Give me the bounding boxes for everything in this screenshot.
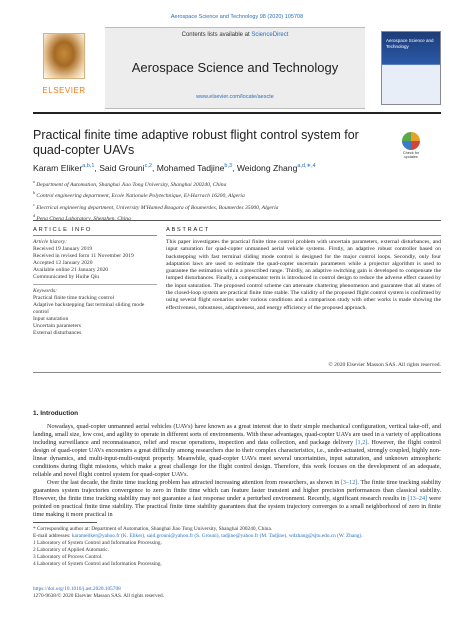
author-affiliation-marker[interactable]: c,2 [144, 163, 152, 170]
history-item: Communicated by Huihe Qiu [33, 274, 100, 280]
article-info-rule [33, 235, 157, 236]
article-info-panel [33, 239, 157, 337]
footnote-item: 3 Laboratory of Process Control. [33, 554, 103, 560]
author-affiliation-marker[interactable]: a,d,∗,4 [297, 163, 316, 170]
journal-homepage-link[interactable]: www.elsevier.com/locate/aescte [196, 94, 274, 100]
paper-title: Practical finite time adaptive robust flight control system for quad-copter UAVs [33, 128, 359, 157]
elsevier-logo[interactable] [33, 31, 95, 101]
author-affiliation-marker[interactable]: b,3 [224, 163, 233, 170]
footnote-item: 1 Laboratory of System Control and Information Processing. [33, 540, 162, 546]
issn-line: 1270-9638/© 2020 Elsevier Masson SAS. All rights reserved. [33, 593, 164, 599]
keywords-label: Keywords: [33, 288, 58, 294]
front-matter-divider [33, 372, 441, 373]
article-info-heading: ARTICLE INFO [33, 227, 93, 233]
keyword-item: Practical finite time tracking control [33, 295, 115, 301]
author-list: Karam Eliker$^{a,b,1}$, Said Grouni$^{c,2}$, Mohamed Tadjine$^{b,3}$, Weidong Zhang$^{a,d,∗,4}$ [33, 163, 316, 173]
history-item: Accepted 12 January 2020 [33, 260, 93, 266]
author-name[interactable]: Weidong Zhang [236, 163, 298, 173]
contents-line: Contents lists available at ScienceDirect [181, 32, 289, 38]
publisher-name: ELSEVIER [42, 86, 86, 95]
history-item: Available online 21 January 2020 [33, 267, 109, 273]
footnote-item: 4 Laboratory of System Control and Information Processing. [33, 561, 162, 567]
journal-header [33, 27, 441, 109]
check-updates-icon [402, 132, 420, 150]
author-name[interactable]: Said Grouni [99, 163, 145, 173]
introduction-heading: 1. Introduction [33, 410, 79, 417]
citation-link[interactable]: [3–12] [340, 479, 358, 486]
footnotes [33, 526, 441, 568]
journal-reference: Aerospace Science and Technology 98 (2020) 105708 [170, 14, 304, 20]
keywords-divider [33, 284, 157, 285]
affiliation-item: $^b$ Control engineering department, Ecole Nationale Polytechnique, El-Harrach 16200, Algeria [33, 190, 245, 200]
history-item: Received in revised form 11 November 2019 [33, 253, 134, 259]
doi-block [33, 586, 333, 600]
abstract-copyright: © 2020 Elsevier Masson SAS. All rights reserved. [328, 362, 441, 368]
citation-link[interactable]: [1,2] [355, 439, 368, 446]
check-updates-label: Check for updates [402, 151, 420, 159]
check-for-updates-button[interactable] [400, 132, 422, 159]
author-affiliation-marker[interactable]: a,b,1 [82, 163, 95, 170]
affiliation-item: $^c$ Electrical engineering department, University M'Hamed Bougara of Boumerdes, Boumerdes 35000, Algeria [33, 201, 279, 211]
paragraph: Nowadays, quad-copter unmanned aerial vehicles (UAVs) have known as a great interest due to their simple mechanical configuration, vertical take-off, and landing, small size, low cost, and agility to operate in different sorts of environments. With these advantages, quad-copter UAVs are used in a variety of applications including surveillance and reconnaissance, relief and rescue operations, inspection and data collection, and package delivery [1,2]. However, the flight control design of quad-copter UAVs encounters a great difficulty among researchers due to their complex characteristics, i.e., under-actuated, strongly coupled, highly non-linear dynamics, and multi-input-multi-output property. Meanwhile, quad-copter UAVs meet several uncertainties, input saturation, and unknown atmospheric conditions during flight missions, which make a great challenge for the flight control design. Therefore, this work focuses on the development of an adequate, reliable and novel flight control system for quad-copter UAVs. [33, 423, 442, 478]
abstract-heading: ABSTRACT [166, 227, 210, 233]
keyword-item: Uncertain parameters [33, 323, 81, 329]
corresponding-author-note: * Corresponding author at: Department of Automation, Shanghai Jiao Tong University, Shanghai 200240, China. [33, 526, 273, 532]
abstract-rule [166, 235, 441, 236]
introduction-body [33, 423, 441, 519]
header-divider [33, 112, 441, 114]
cover-title: Aerospace Science and Technology [386, 38, 434, 49]
sciencedirect-link[interactable]: ScienceDirect [251, 32, 289, 38]
homepage-line [105, 94, 365, 100]
email-note: E-mail addresses: karameliker@yahoo.fr (K. Eliker), said.grouni@yahoo.fr (S. Grouni), tadjine@yahoo.fr (M. Tadjine), wdzhang@sjtu.edu.cn (W. Zhang). [33, 533, 363, 539]
affiliation-item: $^a$ Department of Automation, Shanghai Jiao Tong University, Shanghai 200240, China [33, 179, 227, 188]
author-name[interactable]: Mohamed Tadjine [156, 163, 225, 173]
journal-banner [105, 27, 365, 109]
citation-link[interactable]: [13–24] [407, 495, 428, 502]
affiliations [33, 178, 441, 223]
history-label: Article history: [33, 239, 68, 245]
affiliation-item: $^d$ Peng Cheng Laboratory, Shenzhen, China [33, 212, 131, 222]
journal-cover-thumbnail[interactable] [381, 31, 441, 105]
abstract-text: This paper investigates the practical finite time control problem with uncertain parameters, external disturbances, and input saturation for quad-copter unmanned aerial vehicle systems. Firstly, an adaptive robust controller based on backstepping with fast terminal sliding mode control is designed for the major control loops. Secondly, only four adaptation laws are used to estimate the quad-copter uncertain parameters while a projector algorithm is used to guarantee the estimation within a prescribed range. Thirdly, an adaptive switching gain is developed to compensate the lumped disturbances. Finally, a compensator term is introduced in control design to reduce the adverse effect caused by the input saturation. The proposed control scheme can attenuate chattering phenomenon and guarantee that all states of the closed-loop system are practical finite time stable. The validity of the proposed flight control system is confirmed by using several flight scenarios under various conditions and a comparison study with other works is made showing the effectiveness, robustness, adaptiveness, and energy efficiency of the proposed approach. [166, 239, 441, 311]
author-name[interactable]: Karam Eliker [33, 163, 83, 173]
footnote-divider [33, 522, 97, 523]
keyword-item: Adaptive backstepping fast terminal sliding mode control [33, 302, 145, 315]
keyword-item: External disturbances [33, 330, 82, 336]
email-links[interactable]: karameliker@yahoo.fr (K. Eliker), said.grouni@yahoo.fr (S. Grouni), tadjine@yahoo.fr (M. Tadjine), wdzhang@sjtu.edu.cn (W. Zhang). [71, 533, 363, 539]
journal-title: Aerospace Science and Technology [131, 60, 339, 75]
paragraph: Over the last decade, the finite time tracking problem has attracted increasing attention from researchers, as shown in [3–12]. The finite time tracking stability guarantees system trajectories convergence to zero in finite time which can feature faster transient and higher precision performances than classical stability. However, the finite time tracking stability may not guarantee a fast response under a perturbed environment. Recently, significant research results in [13–24] were pointed on practical finite time stability. The practical finite time stability guarantees that the system trajectory converges to a small neighborhood of zero in finite time making it more practical in [33, 479, 442, 518]
doi-link[interactable]: https://doi.org/10.1016/j.ast.2020.105708 [33, 586, 121, 592]
keyword-item: Input saturation [33, 316, 69, 322]
history-item: Received 19 January 2019 [33, 246, 93, 252]
section-divider [33, 220, 441, 221]
elsevier-tree-icon [43, 33, 85, 79]
footnote-item: 2 Laboratory of Applied Automatic. [33, 547, 110, 553]
